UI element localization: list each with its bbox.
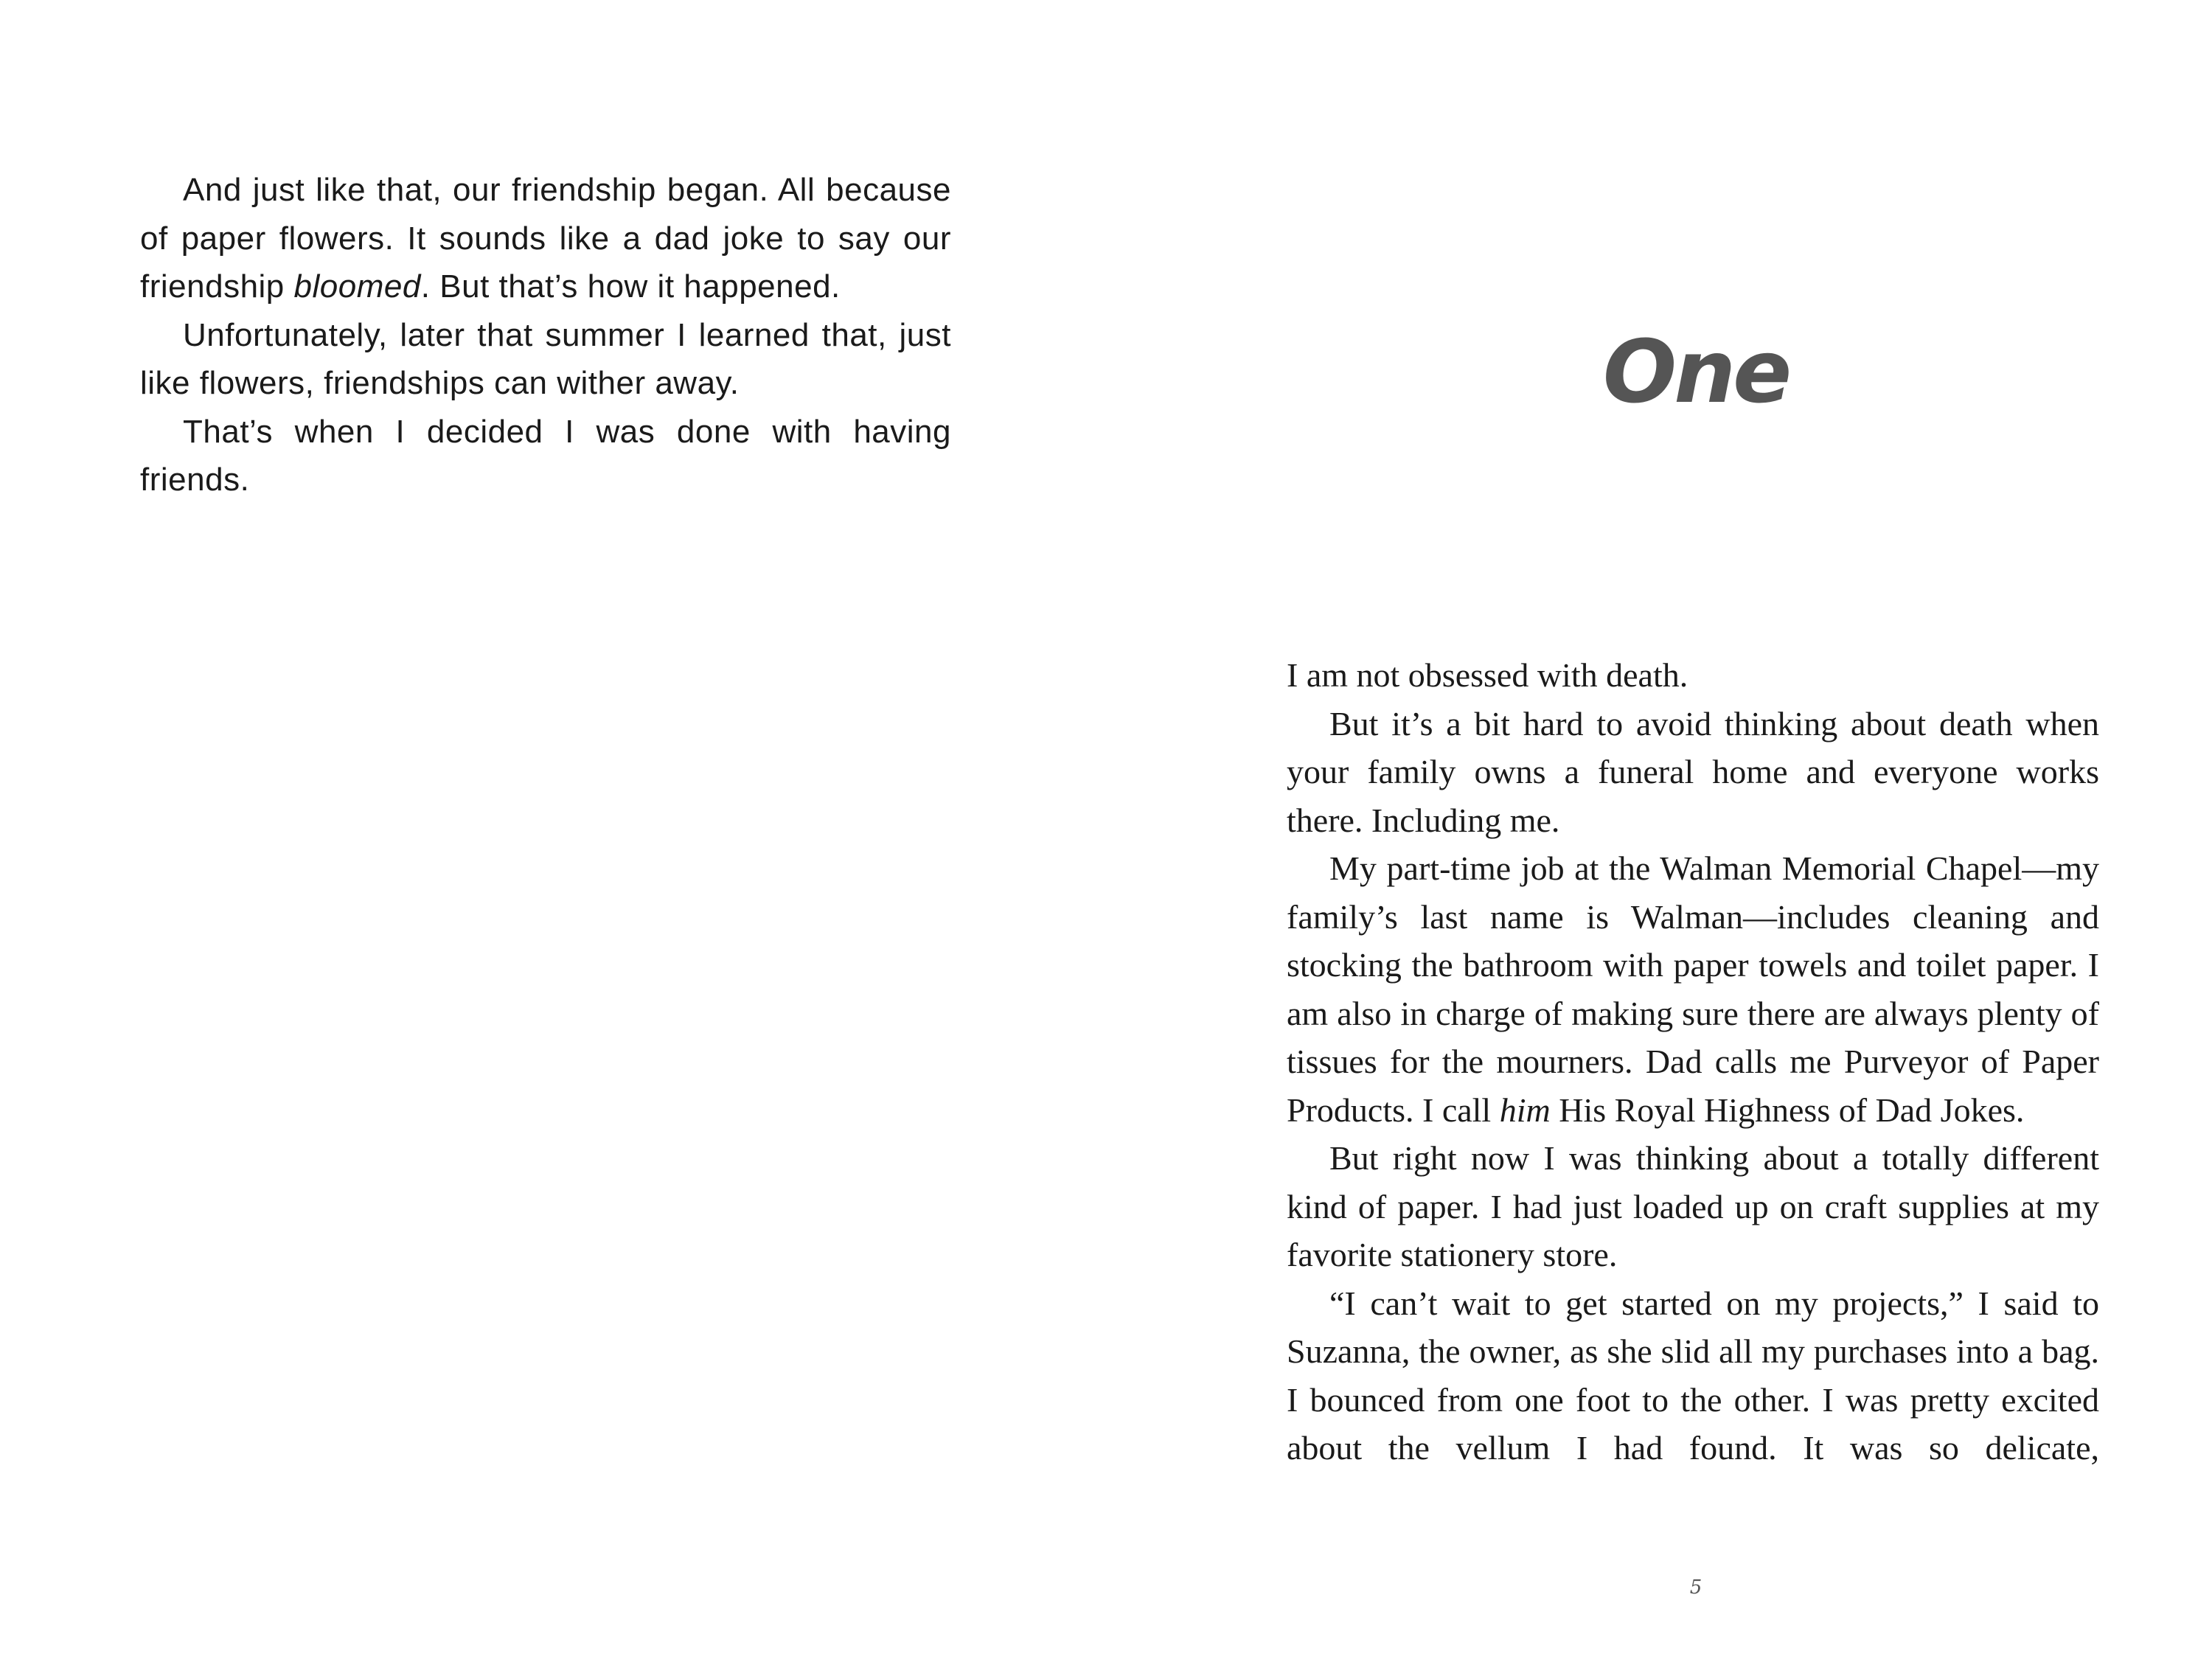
- right-paragraph-5: “I can’t wait to get started on my projects,” I said to Suzanna, the owner, as she slid all my purchases into a bag. I bounced from one foot to the other. I was pretty excited about the vellum I had found. It was so delicate,: [1287, 1284, 2099, 1467]
- page-number: 5: [1689, 1576, 1703, 1599]
- right-paragraph-4: But right now I was thinking about a totally different kind of paper. I had just loaded up on craft supplies at my favorite stationery store.: [1287, 1139, 2099, 1273]
- emphasis-bloomed: bloomed: [293, 268, 421, 305]
- left-paragraph-1: And just like that, our friendship began. All because of paper flowers. It sounds like a dad joke to say our friendship bloomed. But that’s how it happened.: [140, 172, 951, 305]
- left-paragraph-2: Unfortunately, later that summer I learned that, just like flowers, friendships can wither away.: [140, 316, 951, 401]
- chapter-title: One: [1602, 321, 1790, 422]
- left-page-body: [140, 166, 951, 504]
- emphasis-him: him: [1499, 1091, 1551, 1129]
- right-paragraph-3: My part-time job at the Walman Memorial Chapel—my family’s last name is Walman—includes cleaning and stocking the bathroom with paper towels and toilet paper. I am also in charge of making sure there are always plenty of tissues for the mourners. Dad calls me Purveyor of Paper Products. I call him His Royal Highness of Dad Jokes.: [1287, 849, 2099, 1129]
- left-paragraph-3: That’s when I decided I was done with having friends.: [140, 413, 951, 498]
- right-paragraph-2: But it’s a bit hard to avoid thinking about death when your family owns a funeral home and everyone works there. Including me.: [1287, 704, 2099, 839]
- right-page-body: [1287, 651, 2099, 1472]
- right-paragraph-1: I am not obsessed with death.: [1287, 656, 1688, 694]
